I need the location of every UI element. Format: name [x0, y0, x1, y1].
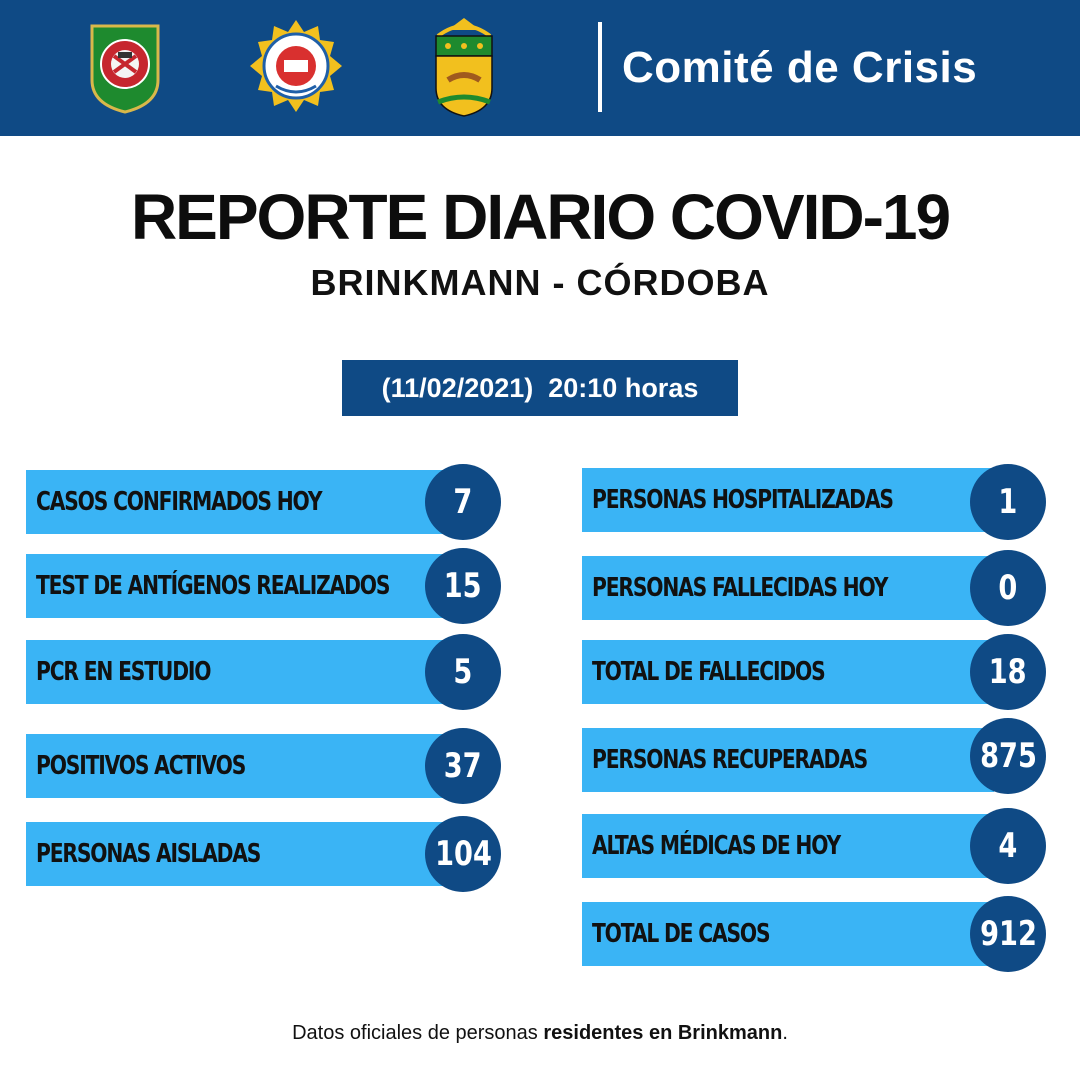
stat-label: PERSONAS FALLECIDAS HOY [592, 573, 888, 603]
stat-value-text: 18 [989, 652, 1027, 692]
stat-label: ALTAS MÉDICAS DE HOY [592, 831, 841, 861]
stat-value-text: 104 [434, 834, 492, 874]
header-title: Comité de Crisis [622, 43, 978, 92]
stat-value [425, 634, 501, 710]
report-subtitle: BRINKMANN - CÓRDOBA [310, 262, 770, 303]
stat-value [970, 634, 1046, 710]
stat-value [425, 816, 501, 892]
stat-value-text: 4 [998, 826, 1018, 866]
footer-bold: residentes en Brinkmann [543, 1022, 783, 1044]
stat-personas-fallecidas-hoy [582, 556, 1048, 636]
stat-value [970, 464, 1046, 540]
header-divider [598, 22, 602, 112]
stat-value-text: 5 [453, 652, 473, 692]
stat-value [970, 718, 1046, 794]
header-bar [0, 0, 1080, 136]
stat-value [425, 548, 501, 624]
stat-total-de-fallecidos [582, 640, 1048, 720]
stat-test-antigenos [26, 554, 502, 634]
stat-label: PERSONAS AISLADAS [36, 839, 261, 869]
stat-label: PERSONAS HOSPITALIZADAS [592, 485, 893, 515]
report-datetime: (11/02/2021) 20:10 horas [342, 360, 738, 416]
stat-value-text: 37 [444, 746, 482, 786]
stat-value [970, 550, 1046, 626]
stat-label: CASOS CONFIRMADOS HOY [36, 487, 322, 517]
stat-positivos-activos [26, 734, 502, 814]
stat-personas-hospitalizadas [582, 468, 1048, 548]
stat-value [425, 464, 501, 540]
stat-label: TEST DE ANTÍGENOS REALIZADOS [36, 571, 390, 601]
firefighters-shield-icon [88, 22, 162, 114]
stat-total-de-casos [582, 902, 1048, 982]
footer-suffix: . [782, 1022, 788, 1044]
stat-personas-recuperadas [582, 728, 1048, 808]
stat-label: PCR EN ESTUDIO [36, 657, 211, 687]
stat-altas-medicas-hoy [582, 814, 1048, 894]
footer-note [0, 1022, 1080, 1045]
stat-label: TOTAL DE FALLECIDOS [592, 657, 825, 687]
stat-value [425, 728, 501, 804]
stat-pcr-en-estudio [26, 640, 502, 720]
stat-value-text: 0 [998, 568, 1018, 608]
stat-personas-aisladas [26, 822, 502, 902]
stat-value-text: 15 [444, 566, 482, 606]
footer-prefix: Datos oficiales de personas [292, 1022, 544, 1044]
stat-value-text: 1 [998, 482, 1018, 522]
stat-label: TOTAL DE CASOS [592, 919, 770, 949]
municipal-coat-of-arms-icon [428, 14, 500, 118]
stat-label: POSITIVOS ACTIVOS [36, 751, 246, 781]
report-title: REPORTE DIARIO COVID-19 [130, 181, 950, 253]
stat-value-text: 875 [979, 736, 1037, 776]
provincial-police-badge-icon [248, 18, 344, 114]
stat-casos-confirmados-hoy [26, 470, 502, 550]
stat-value-text: 7 [453, 482, 473, 522]
stat-label: PERSONAS RECUPERADAS [592, 745, 868, 775]
stat-value-text: 912 [979, 914, 1037, 954]
stat-value [970, 808, 1046, 884]
stat-value [970, 896, 1046, 972]
